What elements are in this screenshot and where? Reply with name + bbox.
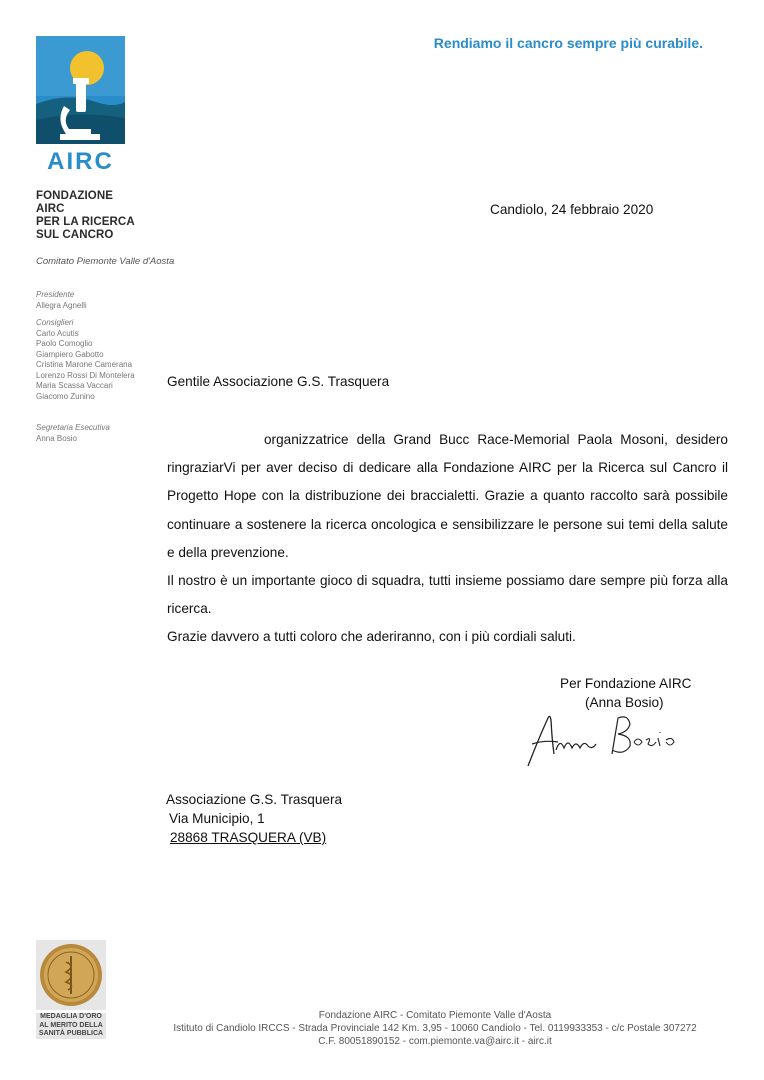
recipient-name: Associazione G.S. Trasquera — [166, 792, 343, 807]
airc-logo — [36, 36, 125, 173]
footer-line: Fondazione AIRC - Comitato Piemonte Valle d'Aosta — [318, 1010, 552, 1021]
page-footer — [150, 1009, 720, 1048]
counsel-label: Consiglieri — [36, 318, 74, 327]
recipient-address — [166, 790, 342, 847]
signature-organization: Per Fondazione AIRC — [560, 676, 692, 691]
medal-caption — [36, 1013, 106, 1039]
letter-salutation: Gentile Associazione G.S. Trasquera — [167, 374, 390, 389]
recipient-city: 28868 TRASQUERA (VB) — [170, 830, 327, 845]
org-line: AIRC — [36, 203, 65, 215]
footer-line: C.F. 80051890152 - com.piemonte.va@airc.it - airc.it — [318, 1036, 552, 1047]
medal-line: SANITÀ PUBBLICA — [38, 1030, 104, 1037]
medal-line: AL MERITO DELLA — [39, 1021, 103, 1029]
counsel-name: Cristina Marone Camerana — [36, 360, 133, 369]
letter-date: Candiolo, 24 febbraio 2020 — [490, 202, 654, 217]
medal-line: MEDAGLIA D'ORO — [40, 1013, 102, 1020]
tagline: Rendiamo il cancro sempre più curabile. — [433, 35, 703, 51]
sidebar-secretary — [36, 423, 110, 444]
president-name: Allegra Agnelli — [36, 300, 87, 310]
sidebar-president — [36, 290, 87, 311]
signature-name: (Anna Bosio) — [585, 695, 664, 710]
secretary-name: Anna Bosio — [36, 433, 77, 443]
letter-paragraph: Grazie davvero a tutti coloro che aderiranno, con i più cordiali saluti. — [167, 629, 576, 645]
recipient-street: Via Municipio, 1 — [169, 811, 265, 826]
secretary-label: Segretaria Esecutiva — [36, 423, 110, 432]
counsel-name: Giacomo Zunino — [36, 391, 95, 401]
footer-line: Istituto di Candiolo IRCCS - Strada Provinciale 142 Km. 3,95 - 10060 Candiolo - Tel. 0119933353 - c/c Postale 307272 — [173, 1023, 697, 1034]
letter-paragraph: organizzatrice della Grand Bucc Race-Memorial Paola Mosoni, desidero ringraziarVi per aver deciso di dedicare alla Fondazione AIRC per la Ricerca sul Cancro il Progetto Hope con la distribuzione dei braccialetti. Grazie a quanto raccolto sarà possibile continuare a sostenere la ricerca oncologica e sensibilizzare le persone sui temi della salute e della prevenzione. — [167, 432, 728, 560]
org-line: SUL CANCRO — [36, 229, 114, 241]
handwritten-signature — [524, 710, 684, 772]
counsel-name: Carlo Acutis — [36, 328, 79, 338]
letter-body — [167, 426, 728, 652]
org-line: FONDAZIONE — [36, 190, 114, 202]
letter-paragraph: Il nostro è un importante gioco di squadra, tutti insieme possiamo dare sempre più forza alla ricerca. — [167, 573, 728, 617]
org-line: PER LA RICERCA — [36, 216, 135, 228]
committee-name: Comitato Piemonte Valle d'Aosta — [36, 256, 175, 267]
organization-name — [36, 190, 135, 242]
svg-text:AIRC: AIRC — [47, 148, 114, 173]
sidebar-counsel — [36, 318, 135, 402]
counsel-name: Lorenzo Rossi Di Montelera — [36, 370, 135, 380]
counsel-name: Giampiero Gabotto — [36, 349, 104, 359]
gold-medal-icon — [36, 940, 106, 1010]
counsel-name: Maria Scassa Vaccari — [36, 381, 113, 390]
president-label: Presidente — [36, 290, 75, 299]
counsel-name: Paolo Comoglio — [36, 339, 93, 348]
